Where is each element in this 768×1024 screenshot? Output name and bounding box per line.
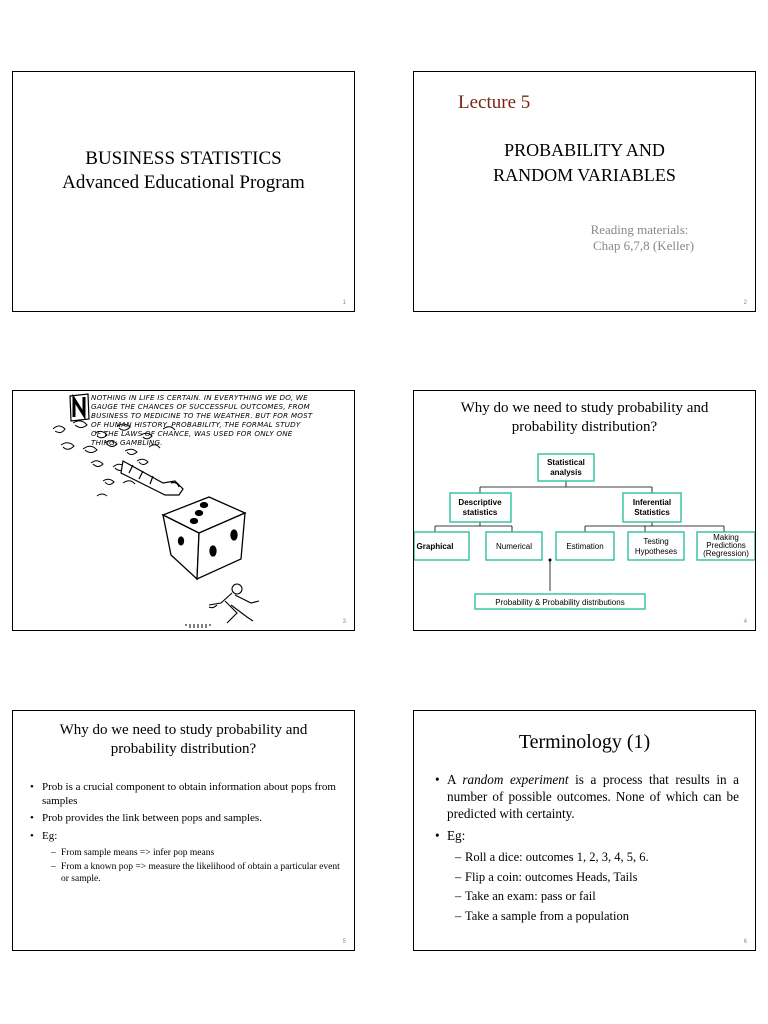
page-number: 5	[342, 939, 346, 945]
sub-list-item: – From sample means => infer pop means	[61, 847, 342, 859]
bullet-list	[447, 771, 739, 927]
graphical-label: Graphical	[416, 542, 454, 551]
definition-term: random experiment	[462, 772, 569, 787]
list-item: • Eg:	[42, 830, 342, 844]
sub-list-item: – Roll a dice: outcomes 1, 2, 3, 4, 5, 6.	[465, 849, 739, 865]
list-item	[447, 771, 739, 822]
slide-1	[12, 71, 355, 312]
descriptive-label-2: statistics	[462, 508, 498, 517]
title-line-1: BUSINESS STATISTICS	[85, 148, 282, 169]
root-label-1: Statistical	[547, 458, 585, 467]
sub-list-item: – From a known pop => measure the likelihood of obtain a particular event or sample.	[61, 861, 342, 885]
list-item: • Eg:	[447, 827, 739, 844]
making-label-1: Making	[713, 533, 739, 542]
title-line-1: PROBABILITY AND	[504, 140, 665, 160]
title-line-2: probability distribution?	[110, 741, 257, 757]
numerical-label: Numerical	[495, 542, 533, 551]
slide-1-title	[13, 147, 354, 195]
making-label-3: (Regression)	[703, 549, 749, 558]
die-icon	[163, 497, 245, 579]
estimation-label: Estimation	[566, 542, 604, 551]
lecture-label: Lecture 5	[458, 92, 531, 113]
title-line-1: Why do we need to study probability and	[59, 722, 308, 738]
slide-2-title	[414, 138, 755, 188]
slide-6-title: Terminology (1)	[518, 731, 651, 753]
page-number: 4	[743, 619, 747, 625]
throwing-hand	[121, 461, 183, 495]
title-line-2: probability distribution?	[511, 419, 658, 435]
inferential-label-1: Inferential	[632, 498, 672, 507]
cartoon-caption: NOTHING IN LIFE IS CERTAIN. IN EVERYTHING WE DO, WE GAUGE THE CHANCES OF SUCCESSFUL OUTCOMES, FROM BUSINESS TO MEDICINE TO THE WEATHER. BUT FOR MOST OF HUMAN HISTORY, PROBABILITY, THE FORMAL STUDY OF THE LAWS OF CHANCE, WAS USED FOR ONLY ONE THING: GAMBLING.	[91, 393, 313, 447]
probability-label: Probability & Probability distributions	[495, 598, 625, 607]
slide-2	[413, 71, 756, 312]
descriptive-label-1: Descriptive	[458, 498, 502, 507]
definition-prefix: A	[447, 772, 463, 787]
list-item: • Prob is a crucial component to obtain information about pops from samples	[42, 781, 342, 808]
inferential-label-2: Statistics	[634, 508, 670, 517]
sub-list-item: – Take a sample from a population	[465, 908, 739, 924]
page-number: 2	[743, 300, 747, 306]
slide-3	[12, 390, 355, 631]
page-number: 1	[342, 300, 346, 306]
title-line-2: RANDOM VARIABLES	[493, 165, 676, 185]
sub-list-item: – Flip a coin: outcomes Heads, Tails	[465, 869, 739, 885]
running-man	[185, 584, 259, 627]
drop-cap-n	[70, 394, 89, 421]
bullet-list	[42, 781, 342, 887]
reading-line-2: Chap 6,7,8 (Keller)	[592, 238, 695, 253]
making-label-2: Predictions	[706, 541, 746, 550]
testing-label-1: Testing	[643, 537, 669, 546]
page-number: 3	[342, 619, 346, 625]
slide-4	[413, 390, 756, 631]
statistics-tree-diagram	[414, 391, 755, 630]
slide-5	[12, 710, 355, 951]
slide-5-title	[13, 721, 354, 759]
page-number: 6	[743, 939, 747, 945]
root-label-2: analysis	[550, 468, 582, 477]
reading-materials	[414, 222, 755, 254]
slide-6	[413, 710, 756, 951]
definition-text: is a process that results in a number of possible outcomes. None of which can be predicted with certainty.	[447, 772, 739, 821]
title-line-1: Why do we need to study probability and	[460, 400, 709, 416]
reading-line-1: Reading materials:	[590, 222, 689, 237]
sub-list-item: – Take an exam: pass or fail	[465, 888, 739, 904]
testing-label-2: Hypotheses	[634, 547, 678, 556]
title-line-2: Advanced Educational Program	[62, 172, 305, 193]
list-item: • Prob provides the link between pops and samples.	[42, 812, 342, 826]
diagram-boxes	[414, 454, 755, 609]
arrow-head-icon	[549, 559, 552, 562]
